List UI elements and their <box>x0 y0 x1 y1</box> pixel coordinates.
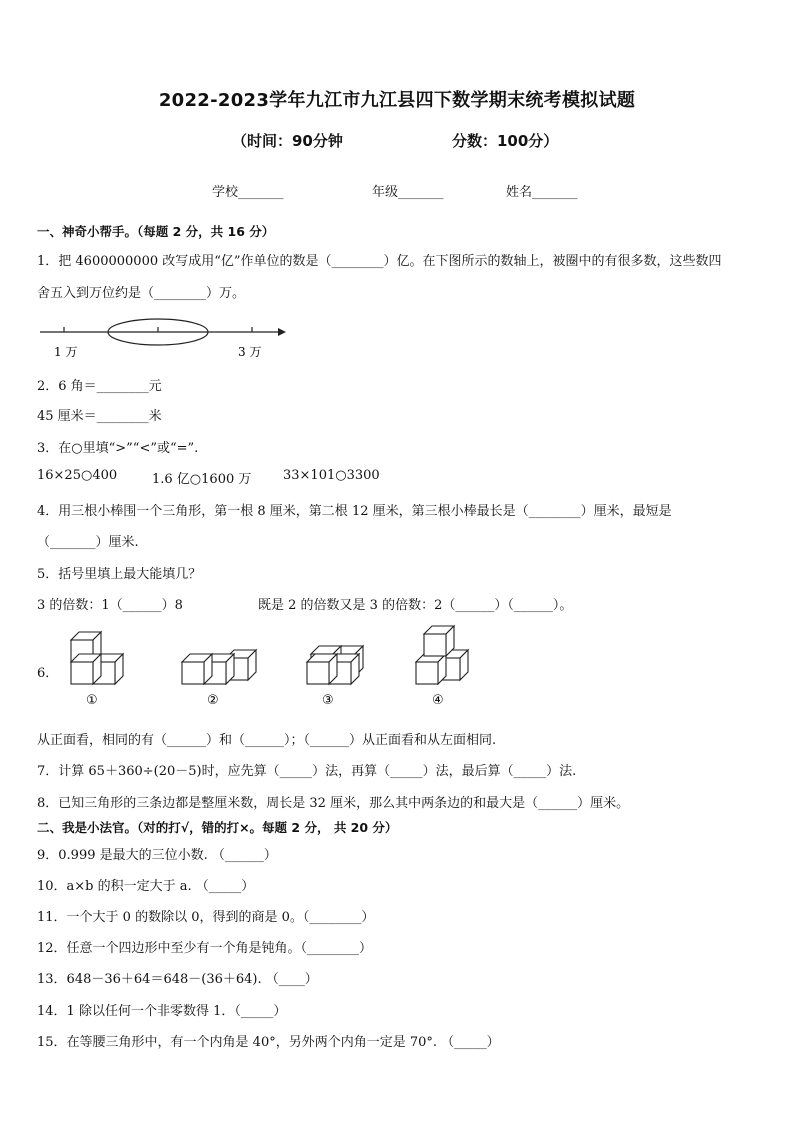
score-label: 分数：100分） <box>452 132 559 150</box>
question-3-line-1: 3．在○里填“>”“<”或“=”. <box>37 441 199 456</box>
cube-figures <box>60 622 490 710</box>
figure-2-label: ② <box>207 693 219 708</box>
school-field: 学校_______ <box>212 185 284 200</box>
figure-1-label: ① <box>86 693 98 708</box>
section-2-heading: 二、我是小法官。（对的打√，错的打×。每题 2 分， 共 20 分） <box>37 820 398 835</box>
cube-figure-2 <box>182 650 256 684</box>
question-4-line-2: （_______）厘米. <box>37 535 139 550</box>
question-3-item-2: 1.6 亿○1600 万 <box>152 472 252 487</box>
question-11: 11．一个大于 0 的数除以 0，得到的商是 0。（________） <box>37 910 375 925</box>
question-6-number: 6． <box>37 666 59 681</box>
figure-4-label: ④ <box>432 693 444 708</box>
question-14: 14．1 除以任何一个非零数得 1．（_____） <box>37 1004 287 1019</box>
question-3-item-3: 33×101○3300 <box>283 468 380 483</box>
cube-figure-3 <box>307 646 363 684</box>
question-4-line-1: 4．用三根小棒围一个三角形，第一根 8 厘米，第二根 12 厘米，第三根小棒最长是（________）厘米，最短是 <box>37 504 672 519</box>
question-3-item-1: 16×25○400 <box>37 468 118 483</box>
number-line-arrow <box>278 328 286 336</box>
cube-figure-4 <box>416 626 468 684</box>
question-15: 15．在等腰三角形中，有一个内角是 40°，另外两个内角一定是 70°. （_____） <box>37 1035 500 1050</box>
question-8: 8．已知三角形的三条边都是整厘米数，周长是 32 厘米，那么其中两条边的和最大是（______）厘米。 <box>37 796 630 811</box>
question-5-line-1: 5．括号里填上最大能填几？ <box>37 567 202 582</box>
question-1-line-2: 舍五入到万位约是（________）万。 <box>37 286 246 301</box>
cube-figure-1 <box>71 632 123 684</box>
figure-3-label: ③ <box>322 693 334 708</box>
question-7: 7．计算 65＋360÷(20－5)时，应先算（_____）法，再算（_____）法，最后算（_____）法. <box>37 764 577 779</box>
question-5-part-a: 3 的倍数：1（______）8 <box>37 598 183 613</box>
question-13: 13．648－36＋64＝648－(36＋64). （____） <box>37 972 318 987</box>
question-6-line: 从正面看，相同的有（______）和（______）；（______）从正面看和从左面相同. <box>37 733 497 748</box>
name-field: 姓名_______ <box>506 185 578 200</box>
question-2-line-1: 2．6 角＝________元 <box>37 379 162 394</box>
time-label: （时间：90分钟 <box>232 132 343 150</box>
question-10: 10．a×b 的积一定大于 a. （_____） <box>37 879 255 894</box>
question-5-part-b: 既是 2 的倍数又是 3 的倍数：2（______）（______）。 <box>258 598 573 613</box>
axis-left-label: 1 万 <box>54 345 78 359</box>
section-1-heading: 一、神奇小帮手。（每题 2 分，共 16 分） <box>37 224 275 239</box>
question-1-line-1: 1．把 4600000000 改写成用“亿”作单位的数是（________）亿。在下图所示的数轴上，被圈中的有很多数，这些数四 <box>37 254 722 269</box>
question-2-line-2: 45 厘米＝________米 <box>37 409 162 424</box>
question-12: 12．任意一个四边形中至少有一个角是钝角。（________） <box>37 941 373 956</box>
page-title: 2022-2023学年九江市九江县四下数学期末统考模拟试题 <box>158 90 636 111</box>
question-9: 9．0.999 是最大的三位小数. （______） <box>37 848 277 863</box>
axis-right-label: 3 万 <box>238 345 262 359</box>
grade-field: 年级_______ <box>372 185 444 200</box>
number-line-figure <box>40 312 290 362</box>
